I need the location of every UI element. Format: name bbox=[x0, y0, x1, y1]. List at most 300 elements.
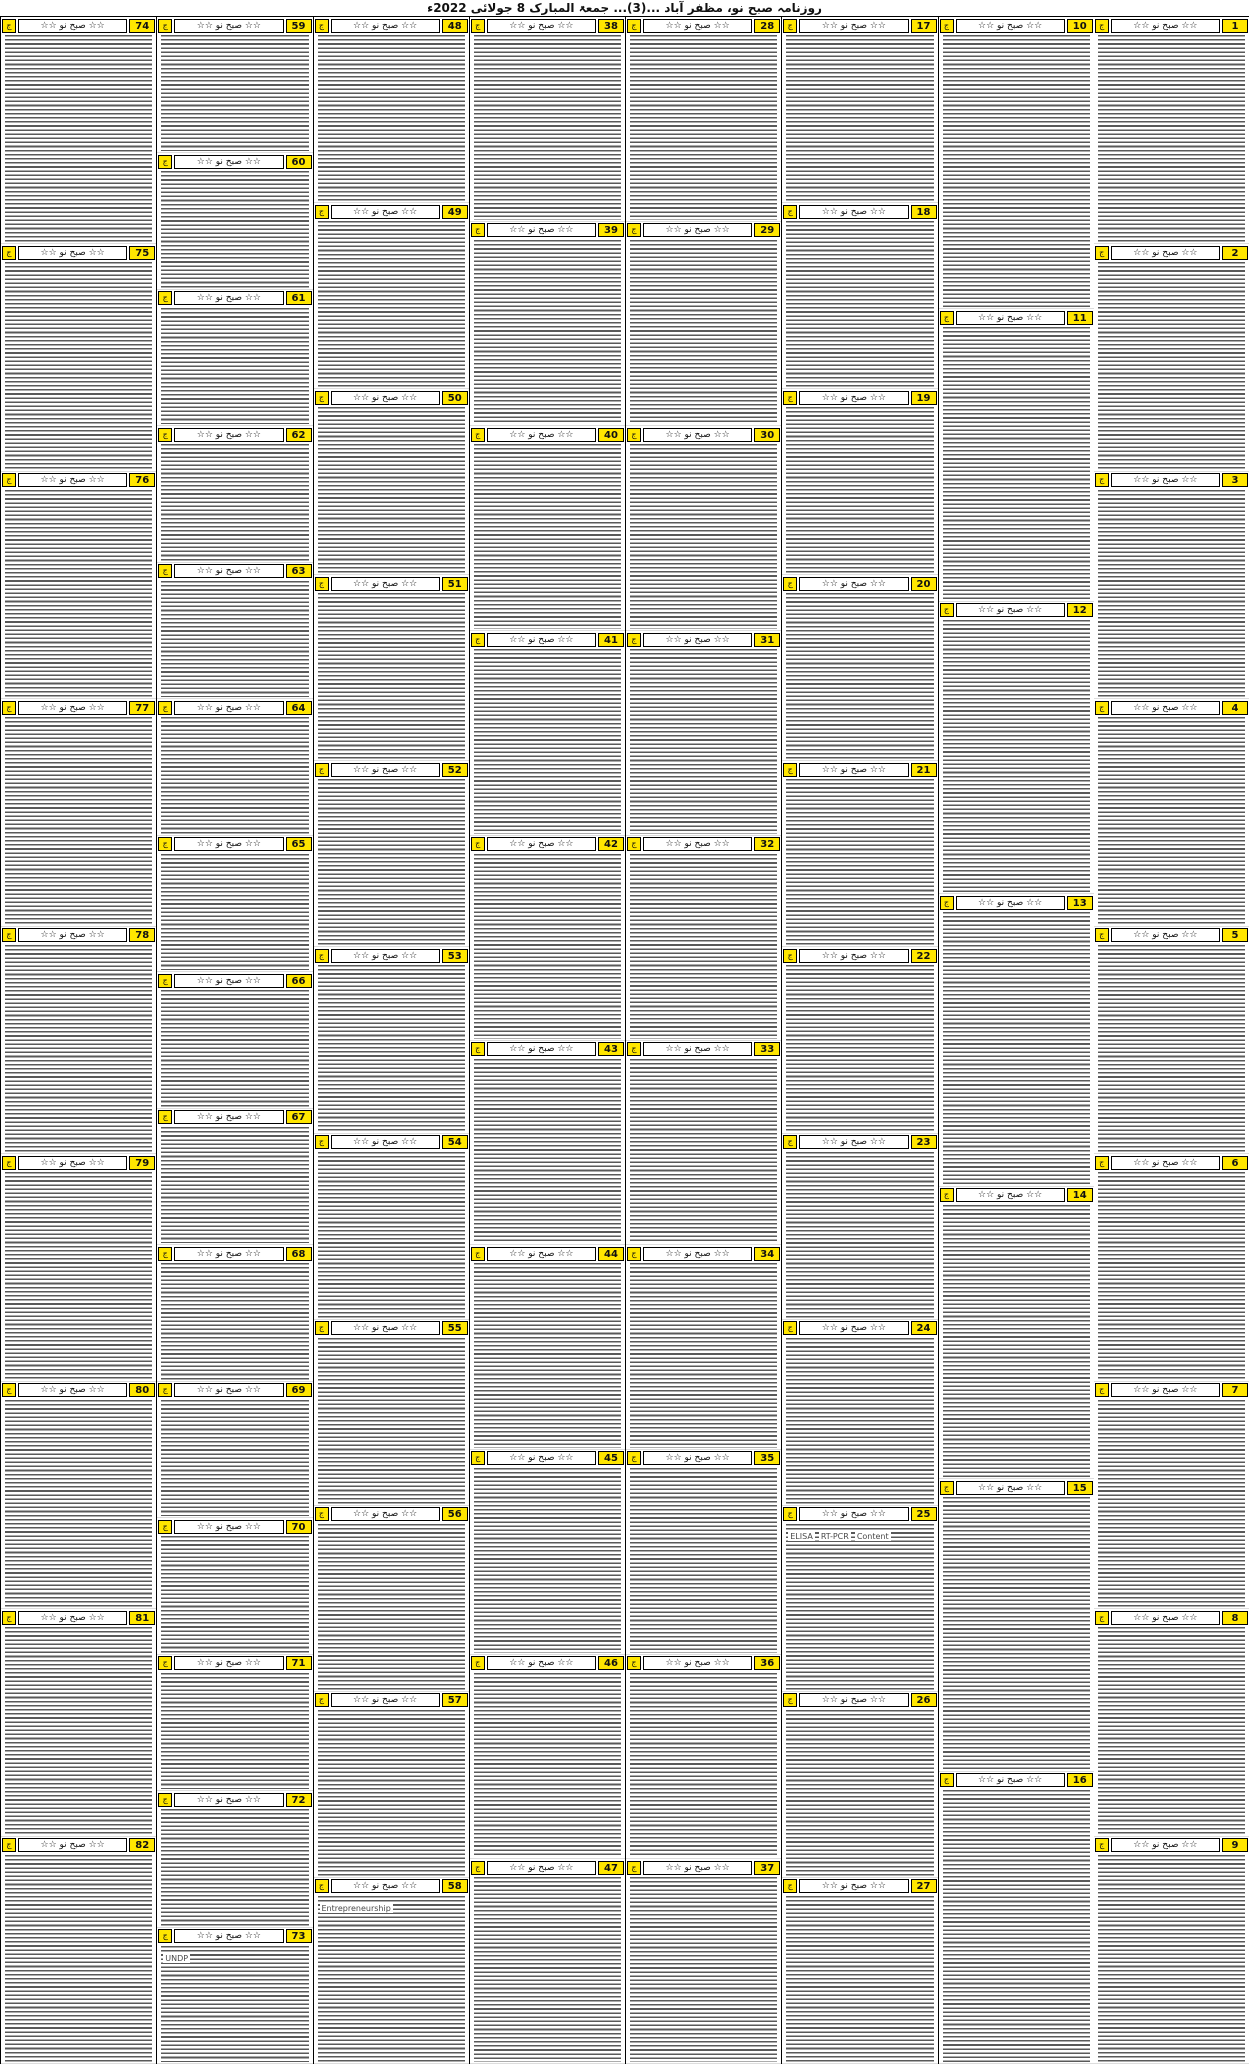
news-item bbox=[157, 1518, 312, 1654]
news-item-header bbox=[2, 245, 155, 260]
news-item-brand: ☆☆ صبح نو ☆☆ bbox=[643, 1861, 752, 1875]
news-item bbox=[1, 927, 156, 1154]
news-item-number: 61 bbox=[286, 291, 312, 305]
news-item-header bbox=[783, 1321, 936, 1336]
news-item-number: 22 bbox=[911, 949, 937, 963]
news-item-text bbox=[474, 1673, 621, 1858]
news-item bbox=[1, 1382, 156, 1609]
news-item bbox=[1094, 472, 1249, 699]
news-item-icon: ج bbox=[627, 1656, 641, 1670]
news-item-header bbox=[2, 473, 155, 488]
news-item-brand: ☆☆ صبح نو ☆☆ bbox=[174, 1656, 283, 1670]
news-item-icon: ج bbox=[315, 205, 329, 219]
news-item bbox=[157, 972, 312, 1108]
news-item-number: 51 bbox=[442, 577, 468, 591]
news-item-brand: ☆☆ صبح نو ☆☆ bbox=[799, 1321, 908, 1335]
news-item-number: 75 bbox=[129, 246, 155, 260]
news-item-icon: ج bbox=[315, 1507, 329, 1521]
news-item-text bbox=[161, 1536, 308, 1652]
news-item bbox=[626, 426, 781, 631]
news-item-number: 69 bbox=[286, 1383, 312, 1397]
news-item-number: 39 bbox=[598, 223, 624, 237]
news-item-number: 21 bbox=[911, 763, 937, 777]
news-item-brand: ☆☆ صبح نو ☆☆ bbox=[18, 473, 127, 487]
news-item-number: 16 bbox=[1067, 1773, 1093, 1787]
news-item-text bbox=[1098, 717, 1245, 924]
news-item bbox=[157, 1655, 312, 1791]
news-item-text bbox=[161, 1673, 308, 1789]
news-item bbox=[1094, 17, 1249, 244]
news-item-header bbox=[471, 1656, 624, 1671]
news-item bbox=[157, 17, 312, 153]
news-item bbox=[314, 761, 469, 947]
news-item-icon: ج bbox=[158, 19, 172, 33]
news-item-brand: ☆☆ صبح نو ☆☆ bbox=[331, 763, 440, 777]
news-item-brand: ☆☆ صبح نو ☆☆ bbox=[331, 1507, 440, 1521]
news-item-header bbox=[627, 1656, 780, 1671]
news-item-number: 54 bbox=[442, 1135, 468, 1149]
news-item-text bbox=[630, 1673, 777, 1858]
news-item-text bbox=[1098, 1400, 1245, 1607]
news-item-number: 27 bbox=[911, 1879, 937, 1893]
news-item bbox=[1094, 1154, 1249, 1381]
news-item-header bbox=[783, 762, 936, 777]
news-item-brand: ☆☆ صبح نو ☆☆ bbox=[1111, 1156, 1220, 1170]
news-item-icon: ج bbox=[627, 1042, 641, 1056]
news-item-icon: ج bbox=[158, 1247, 172, 1261]
news-item-number: 23 bbox=[911, 1135, 937, 1149]
news-item-number: 63 bbox=[286, 564, 312, 578]
news-item-icon: ج bbox=[940, 1188, 954, 1202]
news-item-number: 43 bbox=[598, 1042, 624, 1056]
news-item-brand: ☆☆ صبح نو ☆☆ bbox=[643, 1451, 752, 1465]
news-item-header bbox=[2, 18, 155, 33]
news-item-header bbox=[158, 1246, 311, 1261]
news-item-header bbox=[783, 204, 936, 219]
news-item-header bbox=[158, 564, 311, 579]
news-item-icon: ج bbox=[315, 577, 329, 591]
news-item-icon: ج bbox=[1095, 1156, 1109, 1170]
news-item-text bbox=[5, 35, 152, 242]
news-item-brand: ☆☆ صبح نو ☆☆ bbox=[18, 701, 127, 715]
news-item-header bbox=[1095, 928, 1248, 943]
news-item-icon: ج bbox=[2, 928, 16, 942]
news-item-brand: ☆☆ صبح نو ☆☆ bbox=[799, 763, 908, 777]
news-item-icon: ج bbox=[158, 1793, 172, 1807]
news-item-text bbox=[161, 717, 308, 833]
news-item bbox=[1094, 1609, 1249, 1836]
news-item bbox=[157, 1382, 312, 1518]
columns bbox=[0, 17, 1249, 2064]
news-item-number: 33 bbox=[754, 1042, 780, 1056]
news-item-icon: ج bbox=[158, 1929, 172, 1943]
inline-marker: RT-PCR bbox=[820, 1531, 849, 1541]
news-item bbox=[626, 17, 781, 222]
news-item bbox=[470, 222, 625, 427]
news-item-icon: ج bbox=[783, 1321, 797, 1335]
news-item-icon: ج bbox=[315, 1693, 329, 1707]
news-item-number: 48 bbox=[442, 19, 468, 33]
news-item-header bbox=[158, 700, 311, 715]
news-item bbox=[314, 389, 469, 575]
news-item-header bbox=[783, 1879, 936, 1894]
news-item-text bbox=[786, 1710, 933, 1876]
news-item-brand: ☆☆ صبح نو ☆☆ bbox=[956, 1773, 1065, 1787]
news-item-header bbox=[940, 18, 1093, 33]
news-item-number: 71 bbox=[286, 1656, 312, 1670]
news-item-header bbox=[471, 1246, 624, 1261]
news-item bbox=[314, 1320, 469, 1506]
news-item-text bbox=[474, 1877, 621, 2062]
news-item-number: 12 bbox=[1067, 603, 1093, 617]
news-item-number: 20 bbox=[911, 577, 937, 591]
news-item-number: 31 bbox=[754, 633, 780, 647]
news-item bbox=[626, 631, 781, 836]
news-item-text bbox=[161, 444, 308, 560]
news-item-text bbox=[5, 945, 152, 1152]
news-item-header bbox=[1095, 1610, 1248, 1625]
news-item-number: 2 bbox=[1222, 246, 1248, 260]
news-item bbox=[314, 17, 469, 203]
news-item-header bbox=[315, 1879, 468, 1894]
news-item-icon: ج bbox=[158, 974, 172, 988]
news-item bbox=[1, 17, 156, 244]
news-item-brand: ☆☆ صبح نو ☆☆ bbox=[1111, 1611, 1220, 1625]
news-item-text bbox=[943, 912, 1090, 1184]
news-item-text bbox=[318, 407, 465, 573]
news-item-text bbox=[5, 717, 152, 924]
news-item-number: 59 bbox=[286, 19, 312, 33]
news-item-brand: ☆☆ صبح نو ☆☆ bbox=[487, 633, 596, 647]
news-item-icon: ج bbox=[471, 633, 485, 647]
news-item bbox=[626, 1041, 781, 1246]
news-item-text bbox=[1098, 945, 1245, 1152]
news-item-icon: ج bbox=[783, 1879, 797, 1893]
news-item-number: 37 bbox=[754, 1861, 780, 1875]
news-item-header bbox=[158, 18, 311, 33]
news-item-number: 62 bbox=[286, 428, 312, 442]
news-item-icon: ج bbox=[2, 701, 16, 715]
news-item-number: 3 bbox=[1222, 473, 1248, 487]
news-item-icon: ج bbox=[158, 564, 172, 578]
news-item-number: 25 bbox=[911, 1507, 937, 1521]
news-item-brand: ☆☆ صبح نو ☆☆ bbox=[331, 1135, 440, 1149]
news-item-text bbox=[1098, 490, 1245, 697]
news-item-brand: ☆☆ صبح نو ☆☆ bbox=[799, 949, 908, 963]
news-item-brand: ☆☆ صبح نو ☆☆ bbox=[799, 19, 908, 33]
news-item-brand: ☆☆ صبح نو ☆☆ bbox=[18, 1383, 127, 1397]
news-item-icon: ج bbox=[1095, 1383, 1109, 1397]
news-item-text bbox=[161, 854, 308, 970]
news-item-text bbox=[943, 1790, 1090, 2062]
news-item-number: 8 bbox=[1222, 1611, 1248, 1625]
news-item-text bbox=[630, 444, 777, 629]
news-item-brand: ☆☆ صبح نو ☆☆ bbox=[174, 701, 283, 715]
news-item-number: 56 bbox=[442, 1507, 468, 1521]
news-item-brand: ☆☆ صبح نو ☆☆ bbox=[1111, 928, 1220, 942]
news-item-header bbox=[315, 1135, 468, 1150]
news-item-brand: ☆☆ صبح نو ☆☆ bbox=[174, 974, 283, 988]
news-item bbox=[1094, 699, 1249, 926]
news-item-number: 79 bbox=[129, 1156, 155, 1170]
news-item-header bbox=[783, 576, 936, 591]
news-item-text bbox=[318, 35, 465, 201]
news-item bbox=[314, 575, 469, 761]
news-item-brand: ☆☆ صبح نو ☆☆ bbox=[799, 1693, 908, 1707]
news-item-icon: ج bbox=[627, 1861, 641, 1875]
news-item-number: 68 bbox=[286, 1247, 312, 1261]
news-item-brand: ☆☆ صبح نو ☆☆ bbox=[1111, 473, 1220, 487]
news-item-text bbox=[474, 240, 621, 425]
news-item-number: 26 bbox=[911, 1693, 937, 1707]
news-item-text bbox=[1098, 1627, 1245, 1834]
news-item-brand: ☆☆ صبح نو ☆☆ bbox=[956, 311, 1065, 325]
news-item-text bbox=[786, 1524, 933, 1690]
news-item-header bbox=[783, 18, 936, 33]
news-item-text bbox=[630, 649, 777, 834]
news-item-text bbox=[5, 262, 152, 469]
news-item-text bbox=[474, 1059, 621, 1244]
news-item-text bbox=[161, 990, 308, 1106]
news-item-icon: ج bbox=[1095, 928, 1109, 942]
news-item-text bbox=[943, 1497, 1090, 1769]
news-item-brand: ☆☆ صبح نو ☆☆ bbox=[956, 1188, 1065, 1202]
news-item-text bbox=[1098, 35, 1245, 242]
news-item-brand: ☆☆ صبح نو ☆☆ bbox=[174, 837, 283, 851]
news-item-header bbox=[940, 1188, 1093, 1203]
news-item-text bbox=[474, 1468, 621, 1653]
news-item-number: 58 bbox=[442, 1879, 468, 1893]
news-item-text bbox=[786, 965, 933, 1131]
inline-marker: Content bbox=[856, 1531, 889, 1541]
news-item-number: 24 bbox=[911, 1321, 937, 1335]
news-item-brand: ☆☆ صبح نو ☆☆ bbox=[174, 155, 283, 169]
news-item-text bbox=[161, 171, 308, 287]
news-item-header bbox=[158, 154, 311, 169]
news-item-number: 45 bbox=[598, 1451, 624, 1465]
news-item-header bbox=[158, 837, 311, 852]
news-item bbox=[470, 426, 625, 631]
news-item-text bbox=[318, 1896, 465, 2062]
news-item-header bbox=[783, 1693, 936, 1708]
news-item-number: 38 bbox=[598, 19, 624, 33]
news-item bbox=[626, 1655, 781, 1860]
news-item-icon: ج bbox=[471, 837, 485, 851]
news-item bbox=[1, 699, 156, 926]
news-item bbox=[157, 1109, 312, 1245]
news-item-icon: ج bbox=[783, 949, 797, 963]
news-item-text bbox=[786, 407, 933, 573]
news-item-header bbox=[158, 291, 311, 306]
news-item-brand: ☆☆ صبح نو ☆☆ bbox=[174, 564, 283, 578]
news-item-text bbox=[5, 1400, 152, 1607]
news-item-icon: ج bbox=[940, 896, 954, 910]
news-item-header bbox=[158, 1656, 311, 1671]
news-item-brand: ☆☆ صبح نو ☆☆ bbox=[643, 633, 752, 647]
news-item-header bbox=[315, 1693, 468, 1708]
news-item-brand: ☆☆ صبح نو ☆☆ bbox=[643, 1042, 752, 1056]
news-item-text bbox=[318, 593, 465, 759]
news-item-brand: ☆☆ صبح نو ☆☆ bbox=[799, 1879, 908, 1893]
news-item bbox=[939, 1479, 1094, 1771]
news-item-header bbox=[627, 18, 780, 33]
news-item-icon: ج bbox=[471, 19, 485, 33]
news-item-icon: ج bbox=[627, 633, 641, 647]
news-item-icon: ج bbox=[315, 1879, 329, 1893]
news-item-number: 11 bbox=[1067, 311, 1093, 325]
news-item-icon: ج bbox=[158, 1383, 172, 1397]
news-item-header bbox=[158, 1519, 311, 1534]
news-item-icon: ج bbox=[783, 1693, 797, 1707]
news-item bbox=[470, 17, 625, 222]
news-item-brand: ☆☆ صبح نو ☆☆ bbox=[643, 19, 752, 33]
news-item-brand: ☆☆ صبح نو ☆☆ bbox=[1111, 246, 1220, 260]
news-item bbox=[314, 947, 469, 1133]
news-item-icon: ج bbox=[627, 223, 641, 237]
news-item-header bbox=[315, 948, 468, 963]
news-item-header bbox=[1095, 1155, 1248, 1170]
news-item-header bbox=[158, 427, 311, 442]
news-item bbox=[157, 1928, 312, 2064]
news-item-brand: ☆☆ صبح نو ☆☆ bbox=[643, 1656, 752, 1670]
news-item-header bbox=[940, 310, 1093, 325]
news-item-icon: ج bbox=[471, 1656, 485, 1670]
news-item-number: 15 bbox=[1067, 1481, 1093, 1495]
news-item-number: 70 bbox=[286, 1520, 312, 1534]
news-item-brand: ☆☆ صبح نو ☆☆ bbox=[18, 1838, 127, 1852]
news-item-number: 60 bbox=[286, 155, 312, 169]
news-item-header bbox=[1095, 1838, 1248, 1853]
news-item-text bbox=[630, 1468, 777, 1653]
news-item-brand: ☆☆ صبح نو ☆☆ bbox=[331, 949, 440, 963]
news-item-icon: ج bbox=[1095, 246, 1109, 260]
news-item-text bbox=[1098, 1855, 1245, 2062]
news-item-text bbox=[630, 35, 777, 220]
news-item-icon: ج bbox=[627, 837, 641, 851]
news-item-icon: ج bbox=[783, 763, 797, 777]
news-item-text bbox=[161, 35, 308, 151]
news-item-icon: ج bbox=[315, 1321, 329, 1335]
news-item bbox=[1, 472, 156, 699]
news-item-header bbox=[471, 1860, 624, 1875]
inline-marker: UNDP bbox=[165, 1953, 189, 1963]
news-item bbox=[1094, 1837, 1249, 2064]
news-item-icon: ج bbox=[315, 19, 329, 33]
masthead: روزنامہ صبح نو، مظفر آباد ...(3)... جمعۃ المبارک 8 جولائی 2022ء bbox=[0, 0, 1249, 17]
news-item bbox=[314, 203, 469, 389]
news-item bbox=[626, 1450, 781, 1655]
news-item-number: 53 bbox=[442, 949, 468, 963]
news-item-header bbox=[315, 576, 468, 591]
news-item-header bbox=[158, 1383, 311, 1398]
news-item-number: 55 bbox=[442, 1321, 468, 1335]
news-item-icon: ج bbox=[2, 473, 16, 487]
news-item-header bbox=[1095, 473, 1248, 488]
news-item-number: 36 bbox=[754, 1656, 780, 1670]
news-item-header bbox=[158, 973, 311, 988]
news-item bbox=[470, 1041, 625, 1246]
news-item-icon: ج bbox=[940, 311, 954, 325]
news-item-text bbox=[630, 854, 777, 1039]
news-item-number: 46 bbox=[598, 1656, 624, 1670]
news-item-header bbox=[2, 1610, 155, 1625]
news-item-brand: ☆☆ صبح نو ☆☆ bbox=[643, 428, 752, 442]
news-item-number: 64 bbox=[286, 701, 312, 715]
news-item-text bbox=[630, 240, 777, 425]
news-item-text bbox=[786, 593, 933, 759]
news-item-header bbox=[2, 1383, 155, 1398]
news-item-number: 9 bbox=[1222, 1838, 1248, 1852]
news-item-text bbox=[786, 35, 933, 201]
news-item bbox=[939, 309, 1094, 601]
news-item-header bbox=[783, 390, 936, 405]
news-item-text bbox=[318, 1710, 465, 1876]
news-item bbox=[157, 1245, 312, 1381]
news-item-text bbox=[318, 221, 465, 387]
news-item-brand: ☆☆ صبح نو ☆☆ bbox=[18, 246, 127, 260]
news-item-number: 4 bbox=[1222, 701, 1248, 715]
news-item-header bbox=[783, 948, 936, 963]
news-item-brand: ☆☆ صبح نو ☆☆ bbox=[174, 19, 283, 33]
news-item bbox=[157, 153, 312, 289]
news-item-text bbox=[161, 1263, 308, 1379]
news-item-number: 6 bbox=[1222, 1156, 1248, 1170]
news-item bbox=[939, 1187, 1094, 1479]
news-item-number: 10 bbox=[1067, 19, 1093, 33]
news-item bbox=[1, 1837, 156, 2064]
news-item bbox=[470, 1859, 625, 2064]
news-item bbox=[470, 631, 625, 836]
news-item-icon: ج bbox=[2, 1838, 16, 1852]
news-item bbox=[626, 222, 781, 427]
news-column bbox=[625, 17, 781, 2064]
news-item-header bbox=[315, 18, 468, 33]
news-item-brand: ☆☆ صبح نو ☆☆ bbox=[331, 1879, 440, 1893]
news-item-icon: ج bbox=[627, 19, 641, 33]
news-item-header bbox=[471, 223, 624, 238]
news-item-number: 81 bbox=[129, 1611, 155, 1625]
news-item-icon: ج bbox=[158, 428, 172, 442]
news-item-number: 67 bbox=[286, 1110, 312, 1124]
news-item-header bbox=[315, 1321, 468, 1336]
news-item-brand: ☆☆ صبح نو ☆☆ bbox=[487, 1042, 596, 1056]
news-item-icon: ج bbox=[158, 1110, 172, 1124]
news-item bbox=[939, 17, 1094, 309]
news-item-header bbox=[471, 837, 624, 852]
news-item-icon: ج bbox=[2, 19, 16, 33]
news-item bbox=[782, 389, 937, 575]
news-item-brand: ☆☆ صبح نو ☆☆ bbox=[331, 19, 440, 33]
news-item-text bbox=[943, 1205, 1090, 1477]
news-column bbox=[0, 17, 156, 2064]
news-item-text bbox=[161, 581, 308, 697]
news-item bbox=[470, 1655, 625, 1860]
news-item-header bbox=[471, 18, 624, 33]
news-item bbox=[782, 1878, 937, 2064]
news-item bbox=[157, 426, 312, 562]
news-item-number: 40 bbox=[598, 428, 624, 442]
news-item-number: 7 bbox=[1222, 1383, 1248, 1397]
news-item-text bbox=[786, 1896, 933, 2062]
news-item-icon: ج bbox=[2, 1383, 16, 1397]
news-item-number: 74 bbox=[129, 19, 155, 33]
news-item-brand: ☆☆ صبح نو ☆☆ bbox=[174, 1247, 283, 1261]
news-item-text bbox=[161, 1946, 308, 2062]
news-item bbox=[939, 894, 1094, 1186]
news-item-brand: ☆☆ صبح نو ☆☆ bbox=[174, 1929, 283, 1943]
news-item-text bbox=[1098, 262, 1245, 469]
news-item-icon: ج bbox=[471, 428, 485, 442]
